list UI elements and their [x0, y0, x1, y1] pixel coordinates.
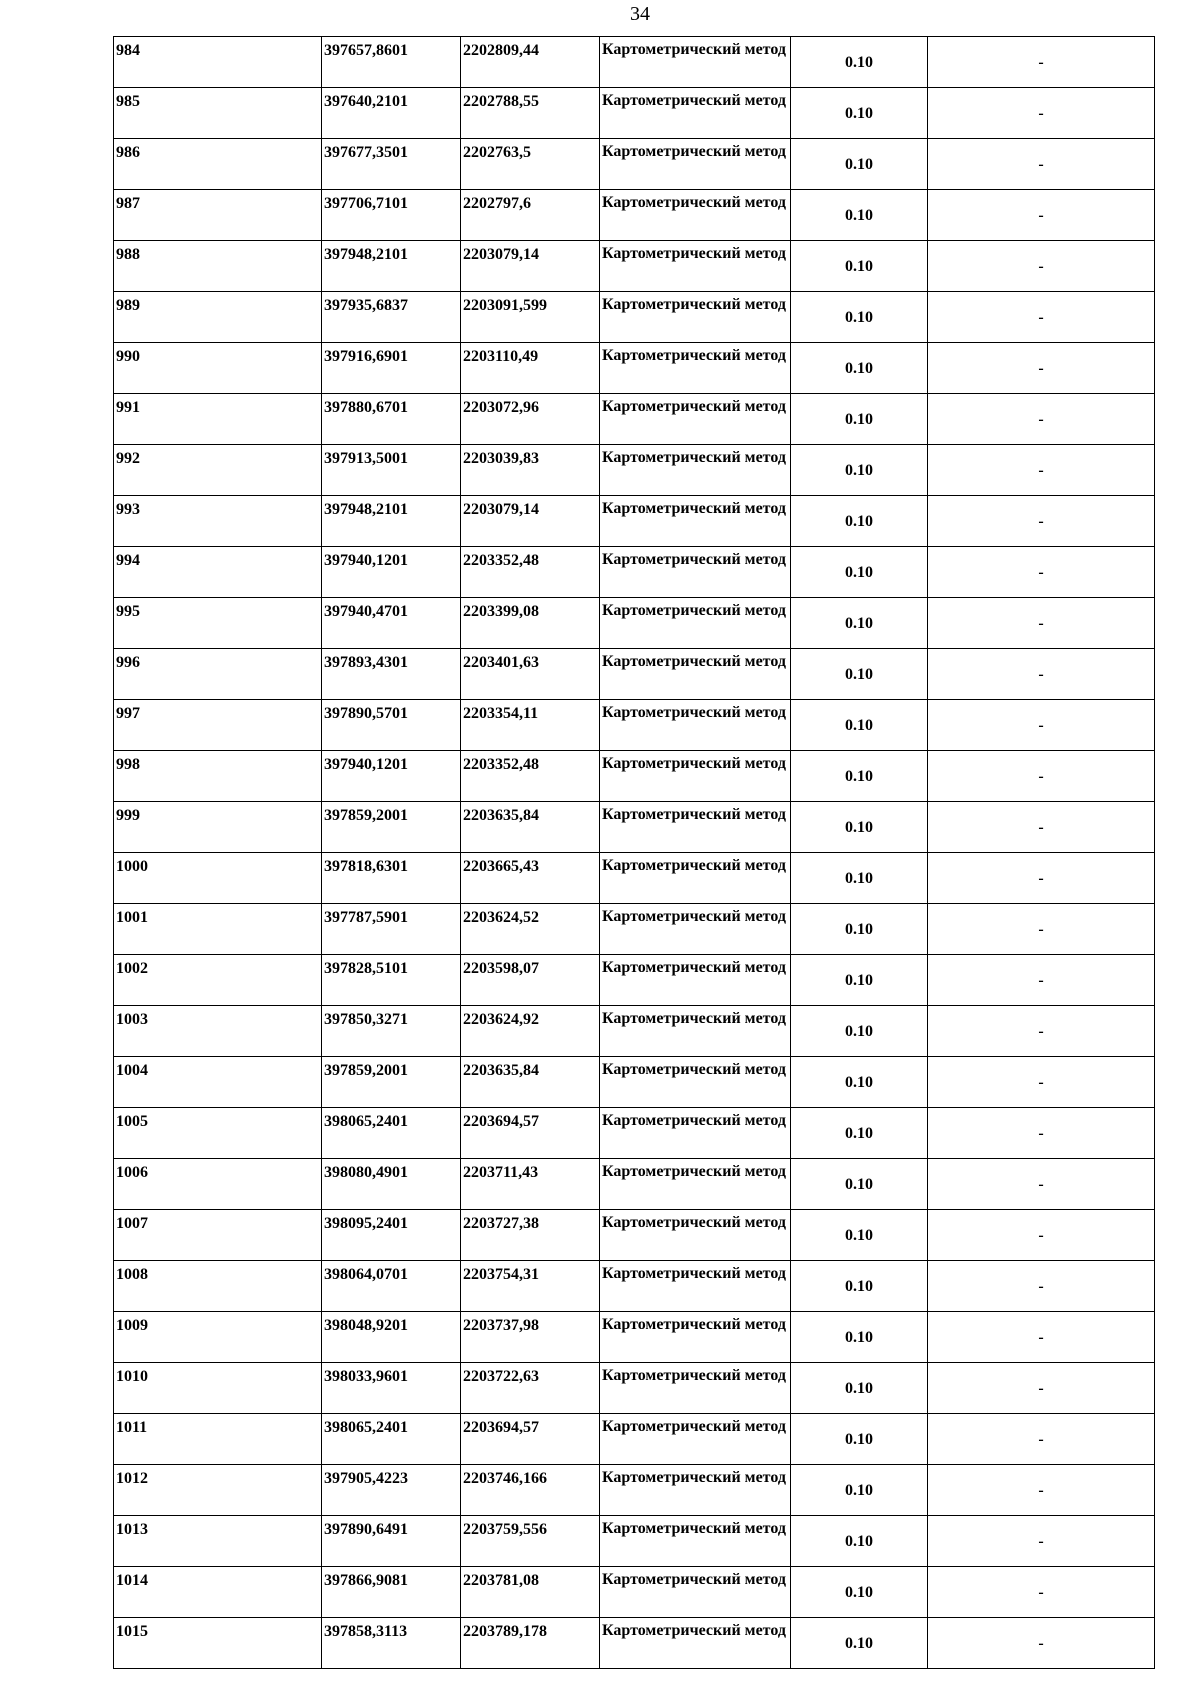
point-number-cell: 988	[114, 241, 322, 292]
accuracy-cell: 0.10	[791, 904, 928, 955]
accuracy-cell: 0.10	[791, 1108, 928, 1159]
accuracy-cell: 0.10	[791, 88, 928, 139]
coordinate-y-cell: 2202797,6	[461, 190, 600, 241]
method-cell: Картометрический метод	[600, 1414, 791, 1465]
table-row	[114, 802, 1155, 853]
point-number-cell: 991	[114, 394, 322, 445]
method-cell: Картометрический метод	[600, 802, 791, 853]
coordinate-x-cell: 398065,2401	[322, 1414, 461, 1465]
accuracy-cell: 0.10	[791, 1567, 928, 1618]
method-cell: Картометрический метод	[600, 1312, 791, 1363]
point-number-cell: 1013	[114, 1516, 322, 1567]
coordinate-x-cell: 397935,6837	[322, 292, 461, 343]
point-number-cell: 1014	[114, 1567, 322, 1618]
coordinate-x-cell: 397940,4701	[322, 598, 461, 649]
description-cell: -	[928, 1414, 1155, 1465]
table-row	[114, 904, 1155, 955]
coordinate-y-cell: 2202788,55	[461, 88, 600, 139]
accuracy-cell: 0.10	[791, 802, 928, 853]
accuracy-cell: 0.10	[791, 751, 928, 802]
table-row	[114, 1159, 1155, 1210]
description-cell: -	[928, 955, 1155, 1006]
point-number-cell: 996	[114, 649, 322, 700]
point-number-cell: 984	[114, 37, 322, 88]
point-number-cell: 1011	[114, 1414, 322, 1465]
coordinate-y-cell: 2203635,84	[461, 802, 600, 853]
description-cell: -	[928, 1108, 1155, 1159]
description-cell: -	[928, 598, 1155, 649]
description-cell: -	[928, 190, 1155, 241]
description-cell: -	[928, 37, 1155, 88]
point-number-cell: 997	[114, 700, 322, 751]
coordinate-y-cell: 2203399,08	[461, 598, 600, 649]
method-cell: Картометрический метод	[600, 292, 791, 343]
coordinate-y-cell: 2203665,43	[461, 853, 600, 904]
table-row	[114, 1567, 1155, 1618]
method-cell: Картометрический метод	[600, 190, 791, 241]
coordinate-y-cell: 2203624,92	[461, 1006, 600, 1057]
point-number-cell: 1009	[114, 1312, 322, 1363]
table-row	[114, 1261, 1155, 1312]
description-cell: -	[928, 700, 1155, 751]
description-cell: -	[928, 292, 1155, 343]
accuracy-cell: 0.10	[791, 1057, 928, 1108]
accuracy-cell: 0.10	[791, 1159, 928, 1210]
table-row	[114, 547, 1155, 598]
coordinate-x-cell: 398095,2401	[322, 1210, 461, 1261]
coordinate-y-cell: 2202809,44	[461, 37, 600, 88]
description-cell: -	[928, 853, 1155, 904]
coordinate-y-cell: 2203110,49	[461, 343, 600, 394]
point-number-cell: 1015	[114, 1618, 322, 1669]
point-number-cell: 1005	[114, 1108, 322, 1159]
table-row	[114, 496, 1155, 547]
table-row	[114, 598, 1155, 649]
method-cell: Картометрический метод	[600, 649, 791, 700]
accuracy-cell: 0.10	[791, 496, 928, 547]
point-number-cell: 1012	[114, 1465, 322, 1516]
method-cell: Картометрический метод	[600, 394, 791, 445]
method-cell: Картометрический метод	[600, 1567, 791, 1618]
coordinate-x-cell: 397916,6901	[322, 343, 461, 394]
method-cell: Картометрический метод	[600, 700, 791, 751]
point-number-cell: 1008	[114, 1261, 322, 1312]
point-number-cell: 995	[114, 598, 322, 649]
accuracy-cell: 0.10	[791, 445, 928, 496]
coordinate-y-cell: 2203746,166	[461, 1465, 600, 1516]
description-cell: -	[928, 751, 1155, 802]
table-row	[114, 751, 1155, 802]
description-cell: -	[928, 1057, 1155, 1108]
accuracy-cell: 0.10	[791, 700, 928, 751]
method-cell: Картометрический метод	[600, 853, 791, 904]
table-row	[114, 292, 1155, 343]
point-number-cell: 990	[114, 343, 322, 394]
coordinate-y-cell: 2203091,599	[461, 292, 600, 343]
accuracy-cell: 0.10	[791, 1465, 928, 1516]
method-cell: Картометрический метод	[600, 343, 791, 394]
table-row	[114, 1006, 1155, 1057]
accuracy-cell: 0.10	[791, 394, 928, 445]
point-number-cell: 994	[114, 547, 322, 598]
coordinate-y-cell: 2203079,14	[461, 241, 600, 292]
method-cell: Картометрический метод	[600, 751, 791, 802]
point-number-cell: 1007	[114, 1210, 322, 1261]
point-number-cell: 1004	[114, 1057, 322, 1108]
description-cell: -	[928, 1210, 1155, 1261]
method-cell: Картометрический метод	[600, 1261, 791, 1312]
accuracy-cell: 0.10	[791, 139, 928, 190]
coordinate-y-cell: 2203624,52	[461, 904, 600, 955]
method-cell: Картометрический метод	[600, 241, 791, 292]
table-row	[114, 139, 1155, 190]
description-cell: -	[928, 1312, 1155, 1363]
coordinate-x-cell: 397859,2001	[322, 802, 461, 853]
coordinate-y-cell: 2203401,63	[461, 649, 600, 700]
coordinate-y-cell: 2203711,43	[461, 1159, 600, 1210]
description-cell: -	[928, 1516, 1155, 1567]
coordinate-x-cell: 397880,6701	[322, 394, 461, 445]
coordinate-x-cell: 397850,3271	[322, 1006, 461, 1057]
accuracy-cell: 0.10	[791, 1414, 928, 1465]
table-row	[114, 1465, 1155, 1516]
point-number-cell: 992	[114, 445, 322, 496]
coordinate-y-cell: 2203072,96	[461, 394, 600, 445]
accuracy-cell: 0.10	[791, 1618, 928, 1669]
coordinate-x-cell: 397858,3113	[322, 1618, 461, 1669]
coordinate-x-cell: 397948,2101	[322, 496, 461, 547]
coordinate-x-cell: 397940,1201	[322, 751, 461, 802]
method-cell: Картометрический метод	[600, 1618, 791, 1669]
coordinate-y-cell: 2203754,31	[461, 1261, 600, 1312]
point-number-cell: 1000	[114, 853, 322, 904]
table-row	[114, 955, 1155, 1006]
point-number-cell: 986	[114, 139, 322, 190]
accuracy-cell: 0.10	[791, 649, 928, 700]
description-cell: -	[928, 394, 1155, 445]
point-number-cell: 989	[114, 292, 322, 343]
description-cell: -	[928, 1567, 1155, 1618]
method-cell: Картометрический метод	[600, 1006, 791, 1057]
method-cell: Картометрический метод	[600, 904, 791, 955]
method-cell: Картометрический метод	[600, 1465, 791, 1516]
point-number-cell: 1006	[114, 1159, 322, 1210]
accuracy-cell: 0.10	[791, 547, 928, 598]
coordinate-y-cell: 2203598,07	[461, 955, 600, 1006]
coordinate-x-cell: 398080,4901	[322, 1159, 461, 1210]
coordinate-x-cell: 397905,4223	[322, 1465, 461, 1516]
coordinate-y-cell: 2203352,48	[461, 547, 600, 598]
coordinate-x-cell: 397890,5701	[322, 700, 461, 751]
point-number-cell: 1002	[114, 955, 322, 1006]
point-number-cell: 999	[114, 802, 322, 853]
coordinate-x-cell: 397828,5101	[322, 955, 461, 1006]
description-cell: -	[928, 547, 1155, 598]
method-cell: Картометрический метод	[600, 1363, 791, 1414]
method-cell: Картометрический метод	[600, 955, 791, 1006]
description-cell: -	[928, 1006, 1155, 1057]
coordinate-x-cell: 397948,2101	[322, 241, 461, 292]
table-row	[114, 190, 1155, 241]
coordinate-y-cell: 2203759,556	[461, 1516, 600, 1567]
table-row	[114, 1516, 1155, 1567]
accuracy-cell: 0.10	[791, 1312, 928, 1363]
description-cell: -	[928, 1159, 1155, 1210]
point-number-cell: 987	[114, 190, 322, 241]
description-cell: -	[928, 802, 1155, 853]
accuracy-cell: 0.10	[791, 598, 928, 649]
accuracy-cell: 0.10	[791, 292, 928, 343]
accuracy-cell: 0.10	[791, 853, 928, 904]
table-row	[114, 241, 1155, 292]
point-number-cell: 998	[114, 751, 322, 802]
description-cell: -	[928, 1465, 1155, 1516]
accuracy-cell: 0.10	[791, 190, 928, 241]
table-row	[114, 445, 1155, 496]
method-cell: Картометрический метод	[600, 547, 791, 598]
table-row	[114, 700, 1155, 751]
method-cell: Картометрический метод	[600, 139, 791, 190]
description-cell: -	[928, 88, 1155, 139]
table-row	[114, 1414, 1155, 1465]
coordinate-y-cell: 2203737,98	[461, 1312, 600, 1363]
coordinate-x-cell: 398065,2401	[322, 1108, 461, 1159]
coordinate-y-cell: 2203789,178	[461, 1618, 600, 1669]
coordinate-x-cell: 397913,5001	[322, 445, 461, 496]
description-cell: -	[928, 139, 1155, 190]
table-row	[114, 1363, 1155, 1414]
table-row	[114, 1312, 1155, 1363]
coordinate-x-cell: 397818,6301	[322, 853, 461, 904]
description-cell: -	[928, 649, 1155, 700]
coordinate-x-cell: 397940,1201	[322, 547, 461, 598]
table-row	[114, 649, 1155, 700]
table-row	[114, 88, 1155, 139]
coordinate-y-cell: 2202763,5	[461, 139, 600, 190]
accuracy-cell: 0.10	[791, 1516, 928, 1567]
table-row	[114, 343, 1155, 394]
method-cell: Картометрический метод	[600, 1159, 791, 1210]
coordinate-x-cell: 397640,2101	[322, 88, 461, 139]
coordinate-x-cell: 397706,7101	[322, 190, 461, 241]
point-number-cell: 985	[114, 88, 322, 139]
point-number-cell: 1010	[114, 1363, 322, 1414]
coordinate-y-cell: 2203694,57	[461, 1108, 600, 1159]
page-number: 34	[630, 3, 650, 25]
accuracy-cell: 0.10	[791, 241, 928, 292]
description-cell: -	[928, 904, 1155, 955]
method-cell: Картометрический метод	[600, 88, 791, 139]
coordinates-table	[113, 36, 1155, 1669]
coordinates-table-body	[114, 37, 1155, 1669]
coordinate-x-cell: 397866,9081	[322, 1567, 461, 1618]
coordinate-y-cell: 2203354,11	[461, 700, 600, 751]
coordinate-y-cell: 2203727,38	[461, 1210, 600, 1261]
accuracy-cell: 0.10	[791, 1210, 928, 1261]
coordinate-y-cell: 2203722,63	[461, 1363, 600, 1414]
method-cell: Картометрический метод	[600, 1057, 791, 1108]
coordinate-y-cell: 2203635,84	[461, 1057, 600, 1108]
description-cell: -	[928, 343, 1155, 394]
method-cell: Картометрический метод	[600, 1210, 791, 1261]
point-number-cell: 993	[114, 496, 322, 547]
accuracy-cell: 0.10	[791, 37, 928, 88]
method-cell: Картометрический метод	[600, 445, 791, 496]
accuracy-cell: 0.10	[791, 955, 928, 1006]
coordinate-x-cell: 398048,9201	[322, 1312, 461, 1363]
table-row	[114, 1618, 1155, 1669]
coordinate-x-cell: 397677,3501	[322, 139, 461, 190]
coordinate-x-cell: 397657,8601	[322, 37, 461, 88]
description-cell: -	[928, 1261, 1155, 1312]
coordinate-x-cell: 398033,9601	[322, 1363, 461, 1414]
coordinate-y-cell: 2203039,83	[461, 445, 600, 496]
method-cell: Картометрический метод	[600, 1108, 791, 1159]
coordinate-y-cell: 2203781,08	[461, 1567, 600, 1618]
coordinate-y-cell: 2203079,14	[461, 496, 600, 547]
description-cell: -	[928, 241, 1155, 292]
coordinate-x-cell: 397787,5901	[322, 904, 461, 955]
method-cell: Картометрический метод	[600, 1516, 791, 1567]
method-cell: Картометрический метод	[600, 598, 791, 649]
description-cell: -	[928, 1363, 1155, 1414]
accuracy-cell: 0.10	[791, 1363, 928, 1414]
coordinate-y-cell: 2203352,48	[461, 751, 600, 802]
table-row	[114, 1210, 1155, 1261]
method-cell: Картометрический метод	[600, 37, 791, 88]
description-cell: -	[928, 496, 1155, 547]
accuracy-cell: 0.10	[791, 1261, 928, 1312]
accuracy-cell: 0.10	[791, 343, 928, 394]
coordinate-x-cell: 397890,6491	[322, 1516, 461, 1567]
method-cell: Картометрический метод	[600, 496, 791, 547]
table-row	[114, 1108, 1155, 1159]
coordinate-y-cell: 2203694,57	[461, 1414, 600, 1465]
description-cell: -	[928, 1618, 1155, 1669]
point-number-cell: 1003	[114, 1006, 322, 1057]
accuracy-cell: 0.10	[791, 1006, 928, 1057]
table-row	[114, 394, 1155, 445]
coordinate-x-cell: 398064,0701	[322, 1261, 461, 1312]
point-number-cell: 1001	[114, 904, 322, 955]
coordinate-x-cell: 397859,2001	[322, 1057, 461, 1108]
description-cell: -	[928, 445, 1155, 496]
table-row	[114, 37, 1155, 88]
coordinate-x-cell: 397893,4301	[322, 649, 461, 700]
table-row	[114, 1057, 1155, 1108]
table-row	[114, 853, 1155, 904]
